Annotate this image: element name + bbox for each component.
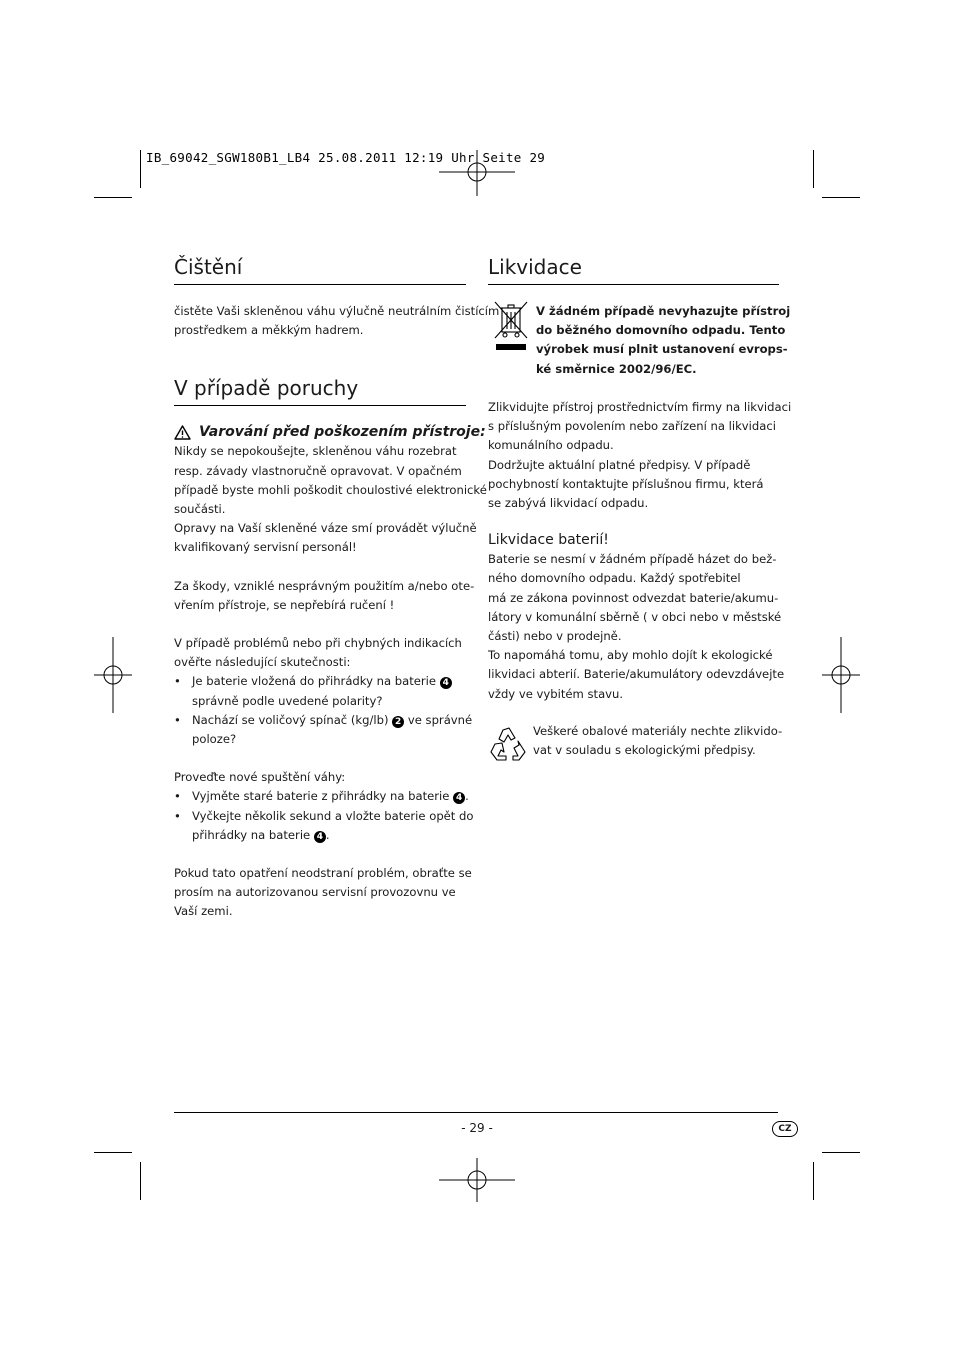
warning-text: Nikdy se nepokoušejte, skleněnou váhu rozebrat resp. závady vlastnoručně opravovat. V opačném případě byste mohli poškodit choulostivé elektronické součásti. Opravy na Vaší skleněné váze smí provádět výlučně kvalifikovaný servisní personál! [174, 444, 487, 555]
left-column [174, 254, 500, 922]
right-column [488, 254, 792, 766]
battery-disposal-text: Baterie se nesmí v žádném případě házet do bež- ného domovního odpadu. Každý spotřebitel má ze zákona povinnost odvezdat baterie/akumu- látory v komunální sběrně ( v obci nebo v městské části) nebo v prodejně. To napomáhá tomu, aby mohlo dojít k ekologické likvidaci abterií. Baterie/akumulátory odevzdávejte vždy ve vybitém stavu. [488, 552, 785, 701]
footer-rule [174, 1112, 778, 1113]
battery-compartment-number-icon: 4 [440, 677, 452, 689]
disposal-title: Likvidace [488, 254, 779, 285]
list-item: • Vyjměte staré baterie z přihrádky na baterie 4 . [174, 787, 466, 806]
registration-mark-bottom [439, 1158, 515, 1202]
bullet-icon: • [174, 808, 181, 823]
warning-heading [174, 422, 486, 442]
bullet-icon: • [174, 789, 181, 804]
damage-text: Za škody, vzniklé nesprávným použitím a/nebo ote- vřením přístroje, se nepřebírá ručení ! [174, 578, 475, 612]
battery-disposal-title: Likvidace baterií! [488, 532, 609, 549]
print-slug: IB_69042_SGW180B1_LB4 25.08.2011 12:19 Uhr Seite 29 [146, 150, 546, 165]
registration-mark-left [94, 637, 132, 713]
bullet-icon: • [174, 712, 181, 727]
disposal-text: Zlikvidujte přístroj prostřednictvím firmy na likvidaci s příslušným povolením nebo zařízení na likvidaci komunálního odpadu. Dodržujte aktuální platné předpisy. V případě pochybností kontaktujte příslušnou firmu, která se zabývá likvidací odpadu. [488, 400, 792, 511]
fault-title: V případě poruchy [174, 375, 466, 406]
cleaning-title: Čištění [174, 254, 466, 285]
language-badge: CZ [772, 1121, 798, 1137]
list-item: • Je baterie vložená do přihrádky na baterie 4 správně podle uvedené polarity? [174, 672, 466, 710]
service-text: Pokud tato opatření neodstraní problém, obraťte se prosím na autorizovanou servisní provozovnu ve Vaší zemi. [174, 866, 472, 919]
problems-intro: V případě problémů nebo při chybných indikacích ověřte následující skutečnosti: [174, 636, 462, 670]
list-item: • Nachází se voličový spínač (kg/lb) 2 ve správné poloze? [174, 712, 473, 747]
weee-block [488, 302, 791, 380]
list-item: • Vyčkejte několik sekund a vložte baterie opět do přihrádky na baterie 4 . [174, 808, 474, 842]
registration-mark-right [822, 637, 860, 713]
packaging-block [488, 722, 783, 766]
bullet-icon: • [174, 674, 181, 689]
battery-compartment-number-icon: 4 [453, 792, 465, 804]
packaging-text: Veškeré obalové materiály nechte zlikvido- vat v souladu s ekologickými předpisy. [533, 723, 783, 758]
restart-intro: Proveďte nové spuštění váhy: [174, 770, 346, 785]
warning-triangle-icon [174, 425, 191, 440]
selector-switch-number-icon: 2 [392, 716, 404, 728]
recycle-icon [489, 726, 529, 762]
page-number: - 29 - [461, 1121, 493, 1135]
weee-text: V žádném případě nevyhazujte přístroj do běžného domovního odpadu. Tento výrobek musí plnit ustanovení evrops- ké směrnice 2002/96/EC. [536, 304, 791, 376]
warning-title: Varování před poškozením přístroje: [199, 424, 486, 441]
crossed-out-bin-icon [492, 300, 530, 352]
battery-compartment-number-icon: 4 [314, 831, 326, 843]
cleaning-text: čistěte Vaši skleněnou váhu výlučně neutrálním čistícím prostředkem a měkkým hadrem. [174, 304, 500, 338]
